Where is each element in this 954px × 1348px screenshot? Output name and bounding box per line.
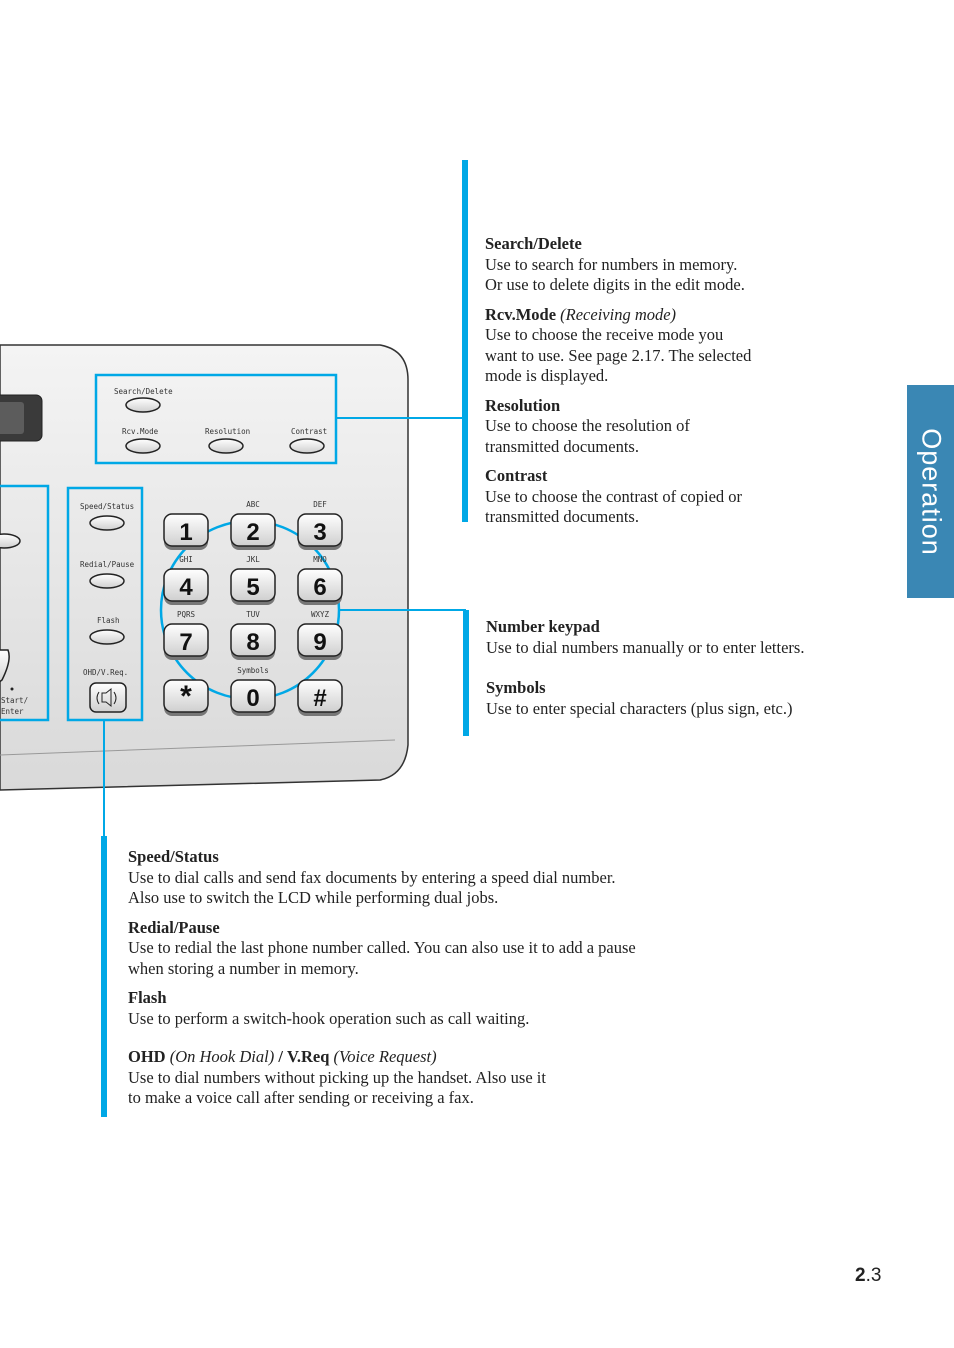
- callout-title: Rcv.Mode: [485, 304, 557, 324]
- keypad-key-label: 9: [313, 629, 327, 656]
- keypad-key-0[interactable]: [231, 680, 275, 716]
- search-delete-button[interactable]: [126, 398, 160, 412]
- callout-text: to make a voice call after sending or receiving a fax.: [128, 1088, 474, 1107]
- resolution-label: Resolution: [205, 427, 251, 436]
- callout-number-keypad: [486, 617, 896, 658]
- callout-text: Also use to switch the LCD while performing dual jobs.: [128, 888, 499, 907]
- callout-text: Use to search for numbers in memory.: [485, 254, 738, 274]
- page-number-chapter: 2: [855, 1265, 866, 1286]
- callout-text: Use to choose the resolution of: [485, 416, 690, 435]
- keypad-key-star[interactable]: [164, 680, 208, 716]
- keypad-letters-label: MNO: [313, 555, 327, 564]
- keypad-key-label: 1: [179, 519, 193, 546]
- callout-resolution: [485, 396, 895, 458]
- keypad-letters-label: WXYZ: [310, 610, 330, 619]
- callout-text: Use to enter special characters (plus sign, etc.): [486, 698, 793, 718]
- callout-bar-top: [462, 160, 468, 522]
- callout-bar-keypad: [463, 610, 469, 736]
- keypad-letters-label: Symbols: [237, 666, 269, 675]
- keypad-key-4[interactable]: [164, 569, 208, 605]
- search-delete-label: Search/Delete: [114, 387, 173, 396]
- keypad-key-label: *: [180, 680, 192, 713]
- callout-ohd-vreq: [128, 1047, 808, 1109]
- keypad-key-6[interactable]: [298, 569, 342, 605]
- keypad-key-label: 2: [246, 519, 260, 546]
- keypad-key-label: 4: [179, 574, 193, 601]
- keypad-key-label: 8: [246, 629, 260, 656]
- speed-status-label: Speed/Status: [80, 502, 135, 511]
- callouts-bottom-group: [128, 847, 808, 1118]
- resolution-button[interactable]: [209, 439, 243, 453]
- keypad-letters-label: DEF: [313, 500, 327, 509]
- keypad-key-label: 3: [313, 519, 327, 546]
- callout-text: Use to choose the contrast of copied or: [485, 486, 743, 506]
- keypad-letters-label: TUV: [246, 610, 260, 619]
- callout-flash: [128, 988, 808, 1029]
- page-number: [855, 1265, 881, 1287]
- callout-speed-status: [128, 847, 808, 909]
- callout-text: when storing a number in memory.: [128, 958, 359, 978]
- callout-contrast: [485, 466, 895, 528]
- contrast-label: Contrast: [291, 427, 328, 436]
- callout-title: Contrast: [485, 466, 548, 485]
- callout-note: (On Hook Dial): [169, 1047, 275, 1066]
- callout-title: Flash: [128, 988, 167, 1007]
- redial-pause-label: Redial/Pause: [80, 560, 135, 569]
- callout-redial-pause: [128, 918, 808, 980]
- keypad-key-7[interactable]: [164, 624, 208, 660]
- rcv-mode-label: Rcv.Mode: [122, 427, 159, 436]
- keypad-key-2[interactable]: [231, 514, 275, 550]
- keypad-letters-label: GHI: [179, 555, 193, 564]
- rcv-mode-button[interactable]: [126, 439, 160, 453]
- callout-text: Use to redial the last phone number called. You can also use it to add a pause: [128, 938, 636, 957]
- callout-title: Resolution: [485, 395, 561, 415]
- callout-text: transmitted documents.: [485, 436, 639, 456]
- callout-separator: /: [278, 1047, 283, 1066]
- speed-status-button[interactable]: [90, 516, 124, 530]
- keypad-key-8[interactable]: [231, 624, 275, 660]
- callout-title: OHD: [128, 1047, 166, 1066]
- ohd-vreq-button[interactable]: [90, 683, 126, 712]
- section-tab-label: Operation: [916, 427, 946, 556]
- keypad-letters-label: JKL: [246, 555, 260, 564]
- keypad-key-label: 0: [246, 685, 260, 712]
- callout-title: V.Req: [287, 1047, 330, 1066]
- callouts-keypad-group: [486, 617, 896, 728]
- keypad-key-label: 7: [179, 629, 193, 656]
- panel-body: [0, 345, 408, 790]
- callout-text: Use to choose the receive mode you: [485, 325, 724, 344]
- callout-text: want to use. See page 2.17. The selected: [485, 345, 752, 365]
- callout-note: (Receiving mode): [560, 304, 677, 324]
- redial-pause-button[interactable]: [90, 574, 124, 588]
- callout-title: Speed/Status: [128, 847, 219, 866]
- callout-text: Use to dial numbers without picking up the handset. Also use it: [128, 1067, 546, 1087]
- keypad-key-9[interactable]: [298, 624, 342, 660]
- callout-text: Or use to delete digits in the edit mode.: [485, 275, 745, 294]
- callout-title: Search/Delete: [485, 234, 582, 253]
- callout-title: Redial/Pause: [128, 917, 220, 937]
- callouts-top-group: [485, 234, 895, 537]
- callout-bar-bottom: [101, 836, 107, 1117]
- callout-text: mode is displayed.: [485, 366, 609, 385]
- callout-text: Use to dial numbers manually or to enter letters.: [486, 637, 805, 657]
- contrast-button[interactable]: [290, 439, 324, 453]
- keypad-key-label: 5: [246, 574, 260, 601]
- callout-symbols: [486, 678, 896, 719]
- keypad-letters-label: ABC: [246, 500, 260, 509]
- start-enter-label-2: Enter: [1, 707, 24, 716]
- keypad-key-5[interactable]: [231, 569, 275, 605]
- callout-title: Number keypad: [486, 617, 600, 636]
- keypad-key-hash[interactable]: [298, 680, 342, 716]
- page-number-page: .3: [865, 1265, 882, 1286]
- callout-search-delete: [485, 234, 895, 296]
- keypad-key-label: 6: [313, 574, 327, 601]
- section-tab-operation: [907, 385, 954, 598]
- callout-rcv-mode: [485, 305, 895, 387]
- ohd-vreq-label: OHD/V.Req.: [83, 668, 129, 677]
- flash-button[interactable]: [90, 630, 124, 644]
- callout-text: Use to perform a switch-hook operation such as call waiting.: [128, 1008, 530, 1028]
- keypad-letters-label: PQRS: [176, 610, 196, 619]
- start-enter-label-1: Start/: [1, 696, 29, 705]
- callout-text: transmitted documents.: [485, 507, 639, 526]
- callout-text: Use to dial calls and send fax documents by entering a speed dial number.: [128, 867, 616, 887]
- keypad-key-1[interactable]: [164, 514, 208, 550]
- flash-label: Flash: [97, 616, 120, 625]
- keypad-key-label: #: [313, 685, 327, 712]
- callout-title: Symbols: [486, 678, 546, 697]
- keypad-key-3[interactable]: [298, 514, 342, 550]
- callout-note: (Voice Request): [333, 1047, 437, 1066]
